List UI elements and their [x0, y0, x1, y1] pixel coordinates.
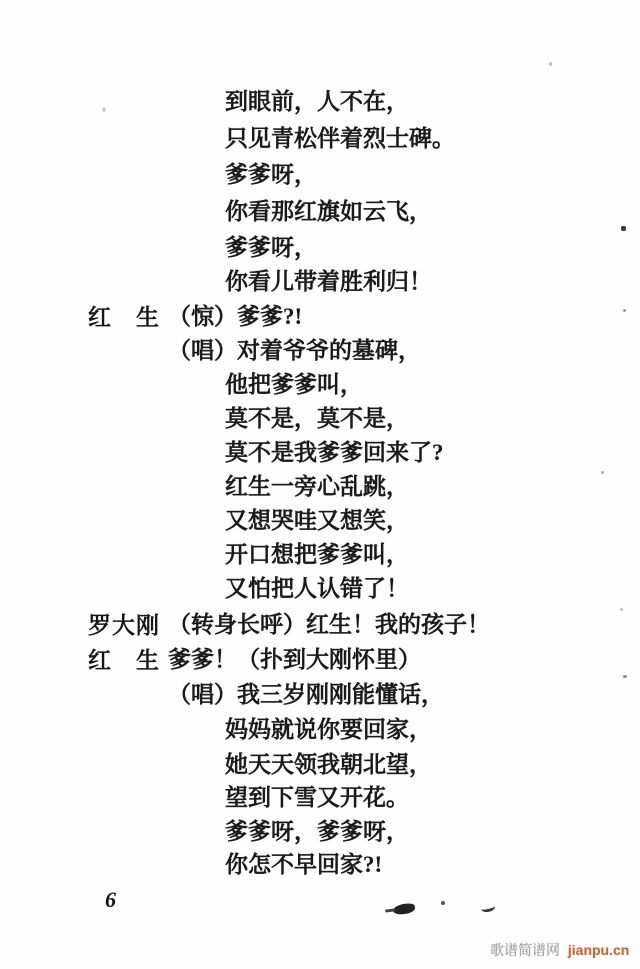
lyric-text: 望到下雪又开花。: [225, 785, 409, 810]
lyric-text: 到眼前，人不在，: [225, 89, 409, 114]
lyric-text: 她天天领我朝北望，: [225, 752, 432, 777]
script-line: [0, 125, 640, 155]
lyric-text: 又想哭哇又想笑，: [225, 508, 409, 533]
ink-smudge: [392, 903, 415, 916]
speaker-name: 红 生: [88, 647, 160, 673]
lyric-text: 爹爹呀，: [225, 162, 317, 187]
dialogue-text: （唱）我三岁刚刚能懂话，: [168, 682, 444, 707]
lyric-text: 你看儿带着胜利归！: [225, 269, 432, 294]
lyric-text: 你怎不早回家?!: [225, 852, 383, 877]
script-line: [0, 681, 640, 711]
lyric-text: 莫不是，莫不是，: [225, 406, 409, 431]
script-line: [0, 371, 640, 401]
scan-speck: [621, 226, 626, 231]
script-line: [0, 541, 640, 571]
script-line: [0, 784, 640, 814]
script-line: [0, 646, 640, 676]
script-line: [0, 303, 640, 333]
page-number: 6: [105, 887, 116, 912]
scan-speck: [549, 62, 552, 66]
dialogue-text: （唱）对着爷爷的墓碑，: [168, 338, 421, 363]
dialogue-text: （惊）爹爹?!: [168, 304, 303, 329]
script-line: [0, 337, 640, 367]
lyric-text: 莫不是我爹爹回来了?: [225, 440, 444, 465]
scan-speck: [623, 675, 627, 678]
lyric-text: 你看那红旗如云飞，: [225, 199, 432, 224]
watermark-site-name: 歌谱简谱网: [490, 942, 560, 958]
script-line: [0, 507, 640, 537]
ink-smudge: [441, 901, 445, 905]
watermark: [490, 941, 629, 959]
lyric-text: 妈妈就说你要回家，: [225, 717, 432, 742]
script-line: [0, 405, 640, 435]
script-line: [0, 234, 640, 264]
lyric-text: 红生一旁心乱跳，: [225, 474, 409, 499]
dialogue-text: （转身长呼）红生！我的孩子！: [168, 612, 490, 637]
scan-speck: [601, 471, 604, 474]
script-line: [0, 439, 640, 469]
lyric-text: 他把爹爹叫，: [225, 372, 363, 397]
script-line: [0, 851, 640, 881]
lyric-text: 爹爹呀，爹爹呀，: [225, 819, 409, 844]
script-line: [0, 473, 640, 503]
script-line: [0, 88, 640, 118]
speaker-name: 罗大刚: [88, 612, 160, 638]
script-line: [0, 268, 640, 298]
lyric-text: 开口想把爹爹叫，: [225, 542, 409, 567]
script-line: [0, 611, 640, 641]
script-line: [0, 198, 640, 228]
dialogue-text: 爹爹！（扑到大刚怀里）: [168, 647, 421, 672]
watermark-site-url-link[interactable]: jianpu.cn: [567, 942, 630, 958]
ink-smudge: [480, 902, 496, 914]
scan-speck: [102, 107, 106, 112]
lyric-text: 又怕把人认错了！: [225, 576, 409, 601]
scan-speck: [623, 309, 626, 312]
scan-speck: [620, 608, 623, 611]
lyric-text: 只见青松伴着烈士碑。: [225, 126, 455, 151]
script-line: [0, 161, 640, 191]
speaker-name: 红 生: [88, 304, 160, 330]
lyric-text: 爹爹呀，: [225, 235, 317, 260]
script-line: [0, 818, 640, 848]
script-line: [0, 751, 640, 781]
script-line: [0, 716, 640, 746]
script-line: [0, 575, 640, 605]
